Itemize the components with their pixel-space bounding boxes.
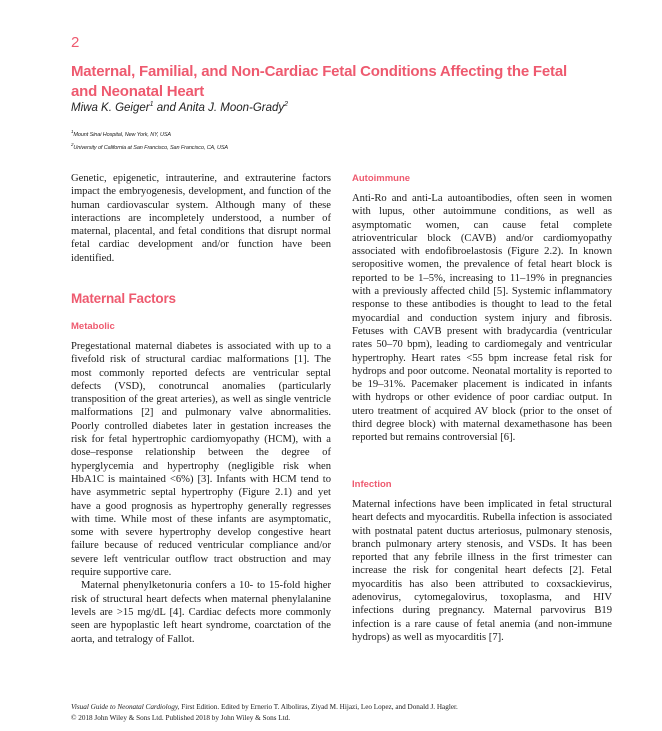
affiliation-marker: 2 — [71, 141, 74, 147]
book-title: Visual Guide to Neonatal Cardiology, — [71, 703, 180, 711]
author-join: and — [156, 101, 176, 114]
infection-body — [352, 498, 612, 644]
affiliation-text: Mount Sinai Hospital, New York, NY, USA — [73, 131, 171, 138]
affiliation-marker: 1 — [71, 129, 74, 134]
intro-paragraph-block — [71, 172, 331, 265]
subsection-heading-metabolic: Metabolic — [71, 321, 115, 332]
copyright-line: © 2018 John Wiley & Sons Ltd. Published 2018 by John Wiley & Sons Ltd. — [71, 714, 291, 722]
intro-paragraph: Genetic, epigenetic, intrauterine, and extrauterine factors impact the embryogenesis, development, and function of the human cardiovascular system. Although many of these interactions are incompletely understood, a number of maternal, placental, and fetal conditions that disrupt normal fetal cardiac development and/or function have been identified. — [71, 173, 331, 264]
affiliation — [71, 127, 228, 140]
body-paragraph: Maternal infections have been implicated in fetal structural heart defects and myocarditis. Rubella infection is associated with postnatal patent ductus arteriosus, pulmonary stenosis, branch pulmonary artery stenosis, and VSDs. It has been reported that any febrile illness in the first trimester can increase the risk for congenital heart defects [2]. Fetal myocarditis has also been attributed to coxsackievirus, adenovirus, cytomegalovirus, toxoplasma, and HIV infections during pregnancy. Maternal parvovirus B19 infection is a rare cause of fetal anemia (and non-immune hydrops) as well as myocarditis [7]. — [352, 499, 612, 643]
author-line — [71, 101, 288, 114]
body-paragraph: Maternal phenylketonuria confers a 10- to 15-fold higher risk of structural heart defects when maternal phenylalanine levels are >15 mg/dL [4]. Cardiac defects more commonly seen are hypoplastic left heart syndrome, coarctation of the aorta, and tetralogy of Fallot. — [71, 580, 331, 645]
section-heading-maternal-factors: Maternal Factors — [71, 291, 176, 306]
metabolic-body — [71, 340, 331, 646]
affiliation-text: University of California at San Francisco, San Francisco, CA, USA — [73, 144, 228, 151]
body-paragraph: Anti-Ro and anti-La autoantibodies, often seen in women with lupus, other autoimmune conditions, as well as asymptomatic women, can cause fetal complete atrioventricular block (CAVB) and/or cardiomyopathy associated with endofibroelastosis (Figure 2.2). In known seropositive women, the prevalence of fetal heart block is reported to be 1–5%, increasing to 11–19% in pregnancies with a previously affected child [5]. Systemic inflammatory response to these antibodies is thought to lead to the fetal myocardial and conduction system injury and fibrosis. Fetuses with CAVB present with bradycardia (ventricular rates 50–70 bpm), leading to cardiomegaly and ventricular hypertrophy. Heart rates <55 bpm increase fetal risk for hydrops and poor outcome. Neonatal mortality is reported to be 19–31%. Pacemaker placement is indicated in infants with hydrops or other evidence of poor cardiac output. In utero treatment of acquired AV block (prior to the onset of third degree block) with maternal dexamethasone has been reported but remains controversial [6]. — [352, 193, 612, 444]
author-affiliation-marker: 2 — [284, 101, 289, 108]
affiliations — [71, 127, 228, 153]
author-affiliation-marker: 1 — [149, 101, 154, 108]
autoimmune-body — [352, 192, 612, 445]
body-paragraph: Pregestational maternal diabetes is associated with up to a fivefold risk of structural cardiac malformations [1]. The most commonly reported defects are ventricular septal defects (VSD), conotruncal anomalies (particularly transposition of the great arteries), as well as single ventricle malformations [2] and pulmonary valve abnormalities. Poorly controlled diabetes later in gestation increases the risk for fetal hypertrophic cardiomyopathy (HCM), with a dose–response relationship between the degree of hyperglycemia and hypertrophy (negligible risk when HbA1C is maintained <6%) [3]. Infants with HCM tend to have asymmetric septal hypertrophy (Figure 2.1) and yet have a good prognosis as hypertrophy generally regresses with time. While most of these infants are asymptomatic, some with severe hypertrophy develop congestive heart failure because of reduced ventricular compliance and/or severe left ventricular outflow tract obstruction and may require supportive care. — [71, 341, 331, 579]
affiliation — [71, 140, 228, 153]
chapter-number: 2 — [71, 34, 80, 51]
page-footer — [71, 702, 611, 724]
author-name: Anita J. Moon-Grady — [178, 101, 285, 114]
citation-line — [71, 702, 611, 713]
edition-line: First Edition. Edited by Ernerio T. Alboliras, Ziyad M. Hijazi, Leo Lopez, and Donald J. Hagler. — [179, 703, 458, 711]
chapter-title: Maternal, Familial, and Non-Cardiac Fetal Conditions Affecting the Fetal and Neonatal Heart — [71, 63, 567, 100]
subsection-heading-autoimmune: Autoimmune — [352, 173, 411, 184]
author-name: Miwa K. Geiger — [71, 101, 150, 114]
subsection-heading-infection: Infection — [352, 479, 392, 490]
